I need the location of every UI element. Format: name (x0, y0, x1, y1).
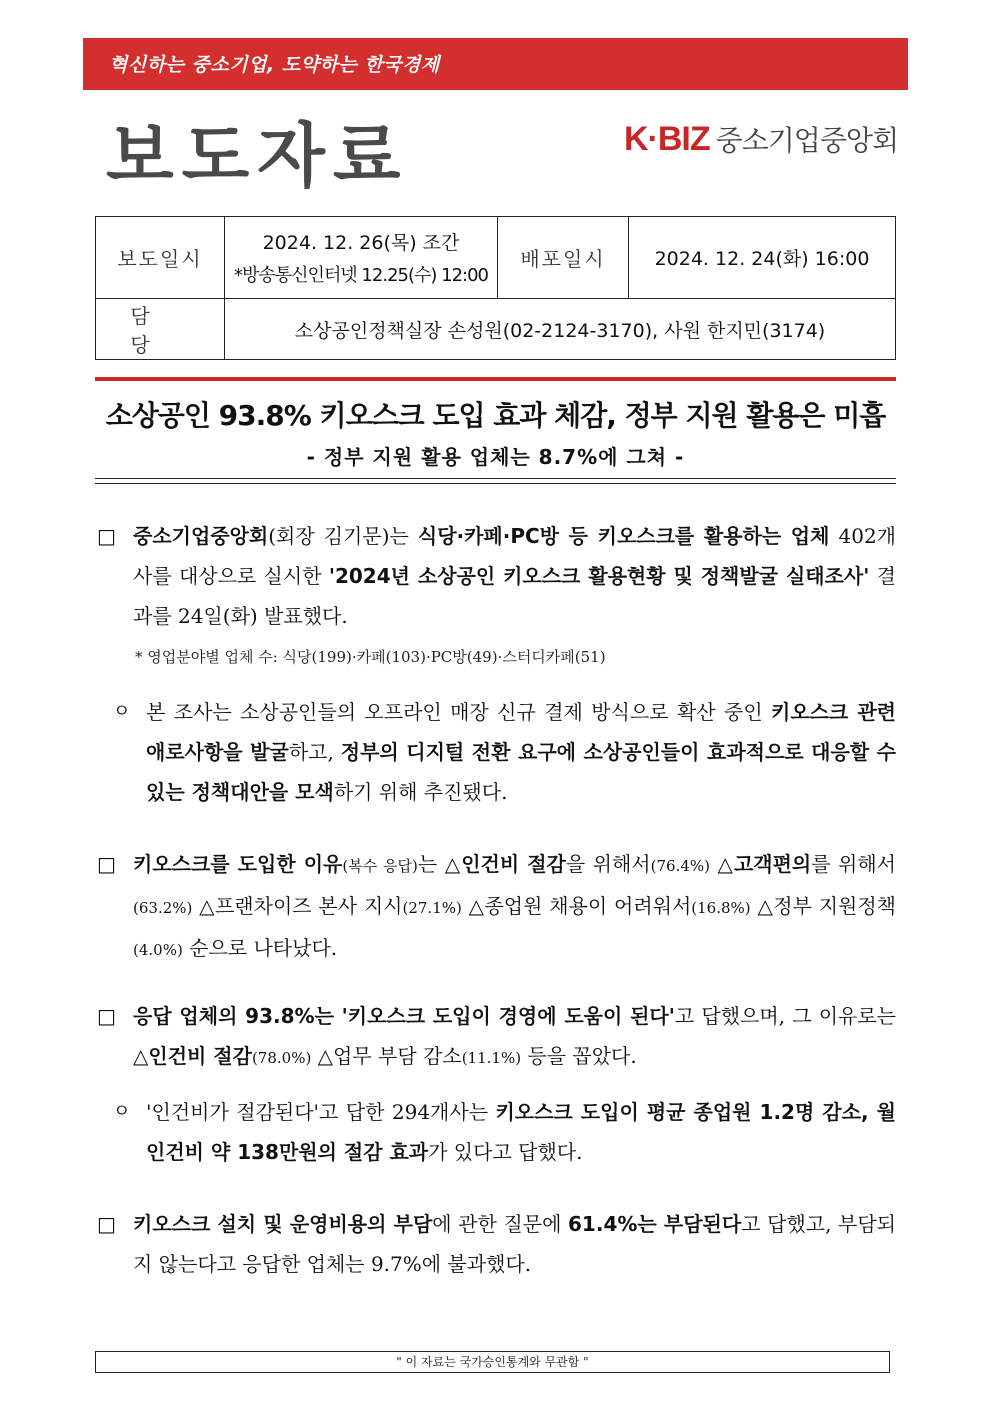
percent: (16.8%) (691, 899, 751, 917)
text-span: '인건비가 절감된다'고 답한 294개사는 (146, 1100, 496, 1124)
text-span: △업무 부담 감소 (311, 1044, 462, 1068)
text-span: △종업원 채용이 어려워서 (461, 894, 692, 918)
contact-value: 소상공인정책실장 손성원(02-2124-3170), 사원 한지민(3174) (294, 319, 826, 342)
subheadline: - 정부 지원 활용 업체는 8.7%에 그쳐 - (306, 445, 685, 469)
org-name: 중소기업중앙회 (133, 524, 269, 548)
kbiz-logo (624, 119, 898, 159)
square-bullet: □ (97, 1212, 116, 1236)
percent: (78.0%) (251, 1049, 312, 1067)
text-span: 순으로 나타났다. (182, 936, 338, 960)
percent: (4.0%) (133, 941, 183, 959)
section1-sub-paragraph (146, 692, 896, 812)
text-span: 를 위해서 (811, 852, 896, 876)
section2-paragraph (133, 844, 896, 970)
footer-disclaimer: " 이 자료는 국가승인통계와 무관함 " (95, 1351, 890, 1373)
text-span: △프랜차이즈 본사 지시 (192, 894, 403, 918)
banner-slogan: 혁신하는 중소기업, 도약하는 한국경제 (109, 54, 440, 76)
text-span: 고 답했으며, 그 이유로는 (674, 1004, 896, 1028)
text-span: 402개사를 대상으로 실시한 (133, 524, 896, 588)
distribution-date-value: 2024. 12. 24(화) 16:00 (654, 248, 870, 270)
text-span: 본 조사는 소상공인들의 오프라인 매장 신규 결제 방식으로 확산 중인 (146, 700, 772, 724)
circle-bullet: ㅇ (113, 701, 131, 722)
section3-paragraph (133, 996, 896, 1078)
distribution-date-cell (629, 217, 896, 299)
percent: (76.4%) (650, 857, 710, 875)
section1-footnote: * 영업분야별 업체 수: 식당(199)·카페(103)·PC방(49)·스터디카페(51) (135, 648, 606, 666)
survey-title: '2024년 소상공인 키오스크 활용현황 및 정책발굴 실태조사' (328, 564, 870, 588)
bold-span: 키오스크 도입이 평균 종업원 1.2명 감소, 월 인건비 약 138만원의 절감 효과 (146, 1100, 896, 1164)
percent: (11.1%) (461, 1049, 522, 1067)
release-date-note: *방송통신인터넷 12.25(수) 12:00 (234, 265, 488, 286)
section4-paragraph (133, 1204, 896, 1284)
headline: 소상공인 93.8% 키오스크 도입 효과 체감, 정부 지원 활용은 미흡 (105, 399, 886, 432)
section1-paragraph (133, 516, 896, 636)
square-bullet: □ (97, 524, 116, 548)
logo-mark: K·BIZ (624, 119, 710, 158)
text-span: (회장 김기문)는 (268, 524, 418, 548)
text-span: 등을 꼽았다. (521, 1044, 637, 1068)
release-date-cell (225, 217, 498, 299)
release-date-label-cell (96, 217, 225, 299)
distribution-date-label: 배포일시 (520, 247, 606, 271)
text-span: 을 위해서 (565, 852, 651, 876)
contact-label: 담 당 (130, 304, 190, 357)
header-banner (83, 38, 908, 90)
text-span: 가 있다고 답했다. (428, 1140, 583, 1164)
bold-span: 키오스크 설치 및 운영비용의 부담 (133, 1212, 433, 1236)
text-span: △정부 지원정책 (750, 894, 896, 918)
section3-sub-paragraph (146, 1092, 896, 1172)
text-span: 하기 위해 추진됐다. (333, 780, 508, 804)
square-bullet: □ (97, 852, 116, 876)
text-span: 결과를 24일(화) 발표했다. (133, 564, 896, 628)
percent: (63.2%) (133, 899, 193, 917)
logo-org-name: 중소기업중앙회 (715, 124, 898, 157)
text-span: (복수 응답) (342, 857, 418, 875)
distribution-date-label-cell (498, 217, 629, 299)
bold-span: 정부의 디지털 전환 요구에 소상공인들이 효과적으로 대응할 수 있는 정책대안을 모색 (146, 740, 897, 804)
bold-span: 키오스크를 도입한 이유 (133, 852, 343, 876)
text-span: 하고, (288, 740, 341, 764)
release-date-label: 보도일시 (117, 247, 203, 271)
text-span: 에 관한 질문에 (432, 1212, 569, 1236)
bold-span: 61.4%는 부담된다 (568, 1212, 742, 1236)
contact-label-cell (96, 299, 225, 360)
percent: (27.1%) (402, 899, 462, 917)
text-span: 는 (417, 852, 445, 876)
headline-bottom-rule (95, 478, 896, 484)
bold-span: 응답 업체의 93.8%는 '키오스크 도입이 경영에 도움이 된다' (133, 1004, 675, 1028)
press-release-title: 보도자료 (106, 115, 409, 197)
square-bullet: □ (97, 1004, 116, 1028)
release-info-table (95, 216, 896, 360)
bold-span: △인건비 절감 (444, 852, 566, 876)
bold-span: △고객편의 (717, 852, 812, 876)
bold-span: △인건비 절감 (133, 1044, 252, 1068)
release-date-value: 2024. 12. 26(목) 조간 (262, 232, 460, 254)
bold-span: 키오스크 관련 애로사항을 발굴 (146, 700, 896, 764)
text-span: 고 답했고, 부담되지 않는다고 응답한 업체는 9.7%에 불과했다. (133, 1212, 896, 1276)
circle-bullet: ㅇ (113, 1101, 131, 1122)
bold-span: 식당·카페·PC방 등 키오스크를 활용하는 업체 (417, 524, 830, 548)
headline-top-rule (95, 377, 896, 381)
contact-cell (225, 299, 896, 360)
